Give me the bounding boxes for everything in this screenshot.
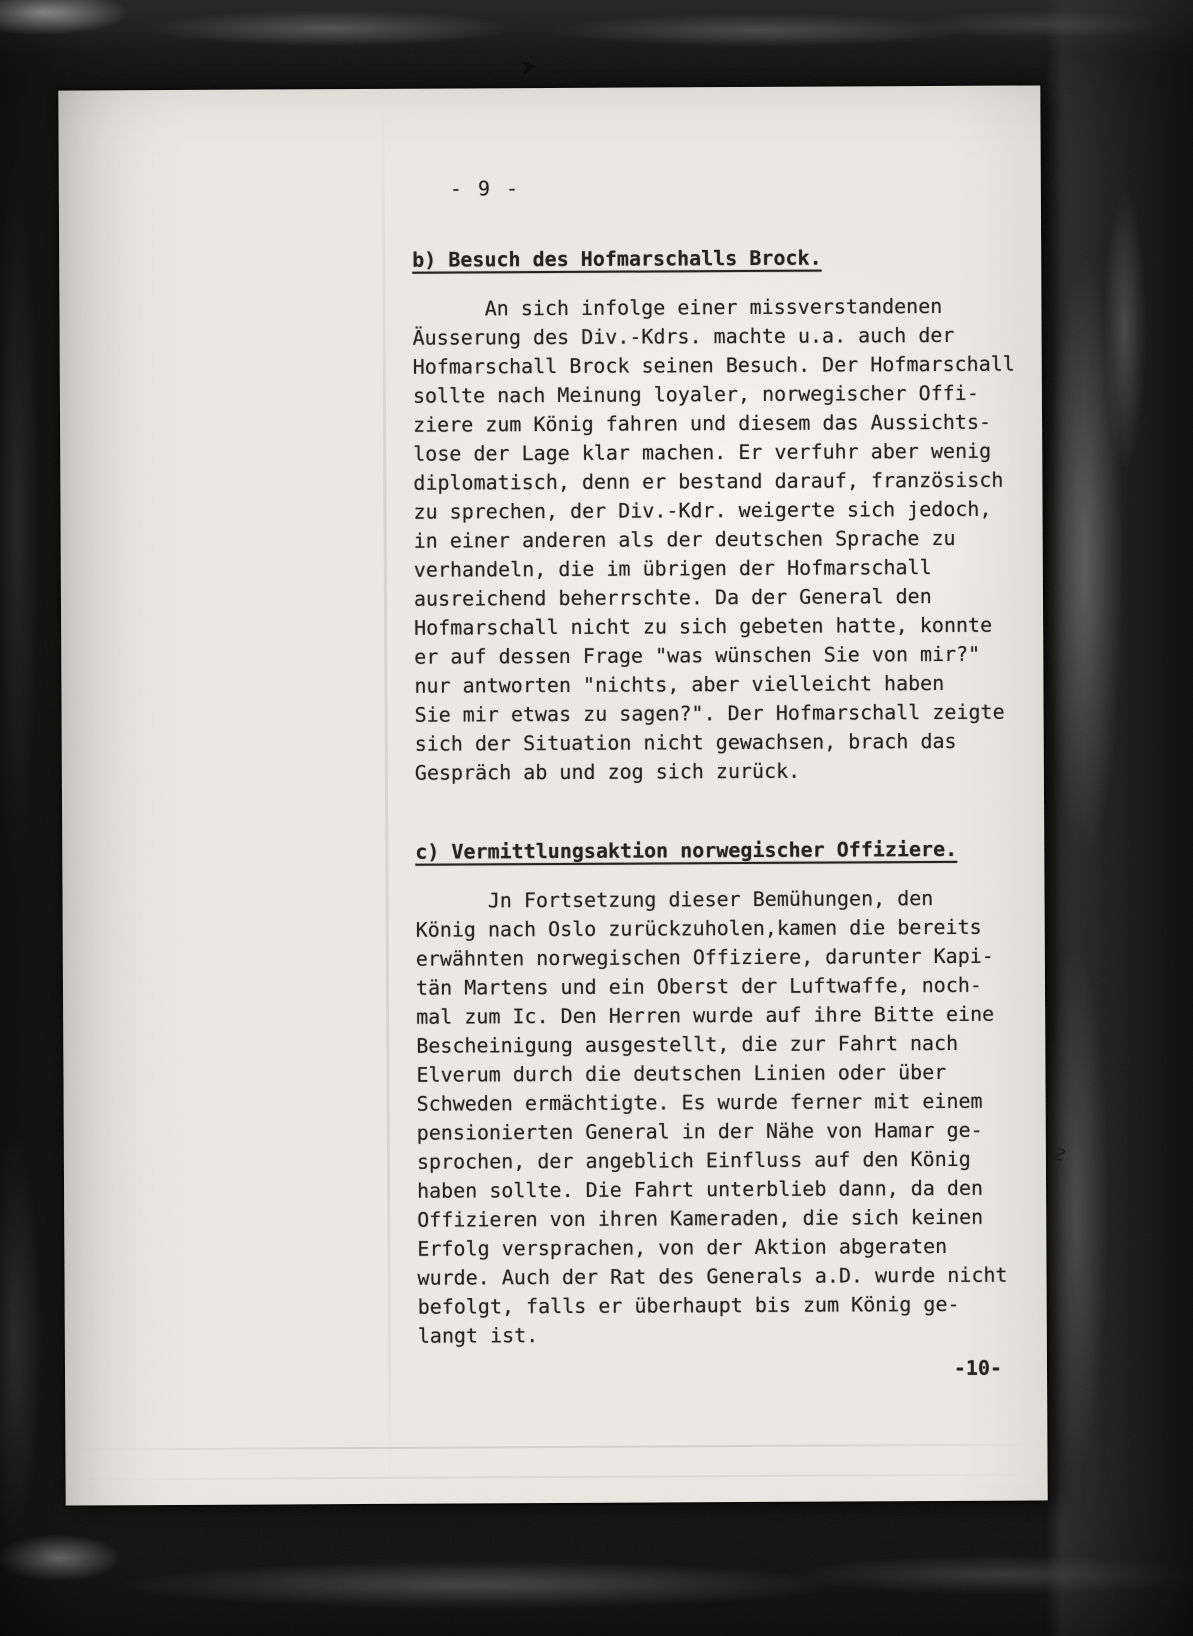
document-page bbox=[58, 85, 1047, 1505]
section-b-heading: b) Besuch des Hofmarschalls Brock. bbox=[412, 245, 822, 272]
section-c-heading: c) Vermittlungsaktion norwegischer Offiziere. bbox=[415, 836, 958, 864]
section-c-paragraph: Jn Fortsetzung dieser Bemühungen, den König nach Oslo zurückzuholen,kamen die bereits erwähnten norwegischen Offiziere, darunter Kapi- tän Martens und ein Oberst der Luftwaffe, noch- mal zum Ic. Den Herren wurde auf ihre Bitte eine Bescheinigung ausgestellt, die zur Fahrt nach Elverum durch die deutschen Linien oder über Schweden ermächtigte. Es wurde ferner mit einem pensionierten General in der Nähe von Hamar ge- sprochen, der angeblich Einfluss auf den König haben sollte. Die Fahrt unterblieb dann, da den Offizieren von ihren Kameraden, die sich keinen Erfolg versprachen, von der Aktion abgeraten wurde. Auch der Rat des Generals a.D. wurde nicht befolgt, falls er überhaupt bis zum König ge- langt ist. bbox=[415, 886, 1008, 1348]
typewritten-text bbox=[412, 172, 1030, 1386]
scan-streak bbox=[65, 1443, 1047, 1450]
fold-crease bbox=[381, 89, 391, 1504]
next-page-number: -10- bbox=[953, 1355, 1003, 1380]
scan-streak bbox=[66, 1473, 1048, 1480]
page-number: - 9 - bbox=[449, 176, 521, 201]
film-artifact-arrow-icon: ➤ bbox=[518, 53, 540, 80]
section-b-paragraph: An sich infolge einer missverstandenen Äusserung des Div.-Kdrs. machte u.a. auch der Hofmarschall Brock seinen Besuch. Der Hofmarschall sollte nach Meinung loyaler, norwegischer Offi- ziere zum König fahren und diesem das Aussichts- lose der Lage klar machen. Er verfuhr aber wenig diplomatisch, denn er bestand darauf, französisch zu sprechen, der Div.-Kdr. weigerte sich jedoch, in einer anderen als der deutschen Sprache zu verhandeln, die im übrigen der Hofmarschall ausreichend beherrschte. Da der General den Hofmarschall nicht zu sich gebeten hatte, konnte er auf dessen Frage "was wünschen Sie von mir?" nur antworten "nichts, aber vielleicht haben Sie mir etwas zu sagen?". Der Hofmarschall zeigte sich der Situation nicht gewachsen, brach das Gespräch ab und zog sich zurück. bbox=[412, 293, 1015, 785]
film-artifact-blob-icon: ∿ bbox=[1047, 1144, 1073, 1165]
